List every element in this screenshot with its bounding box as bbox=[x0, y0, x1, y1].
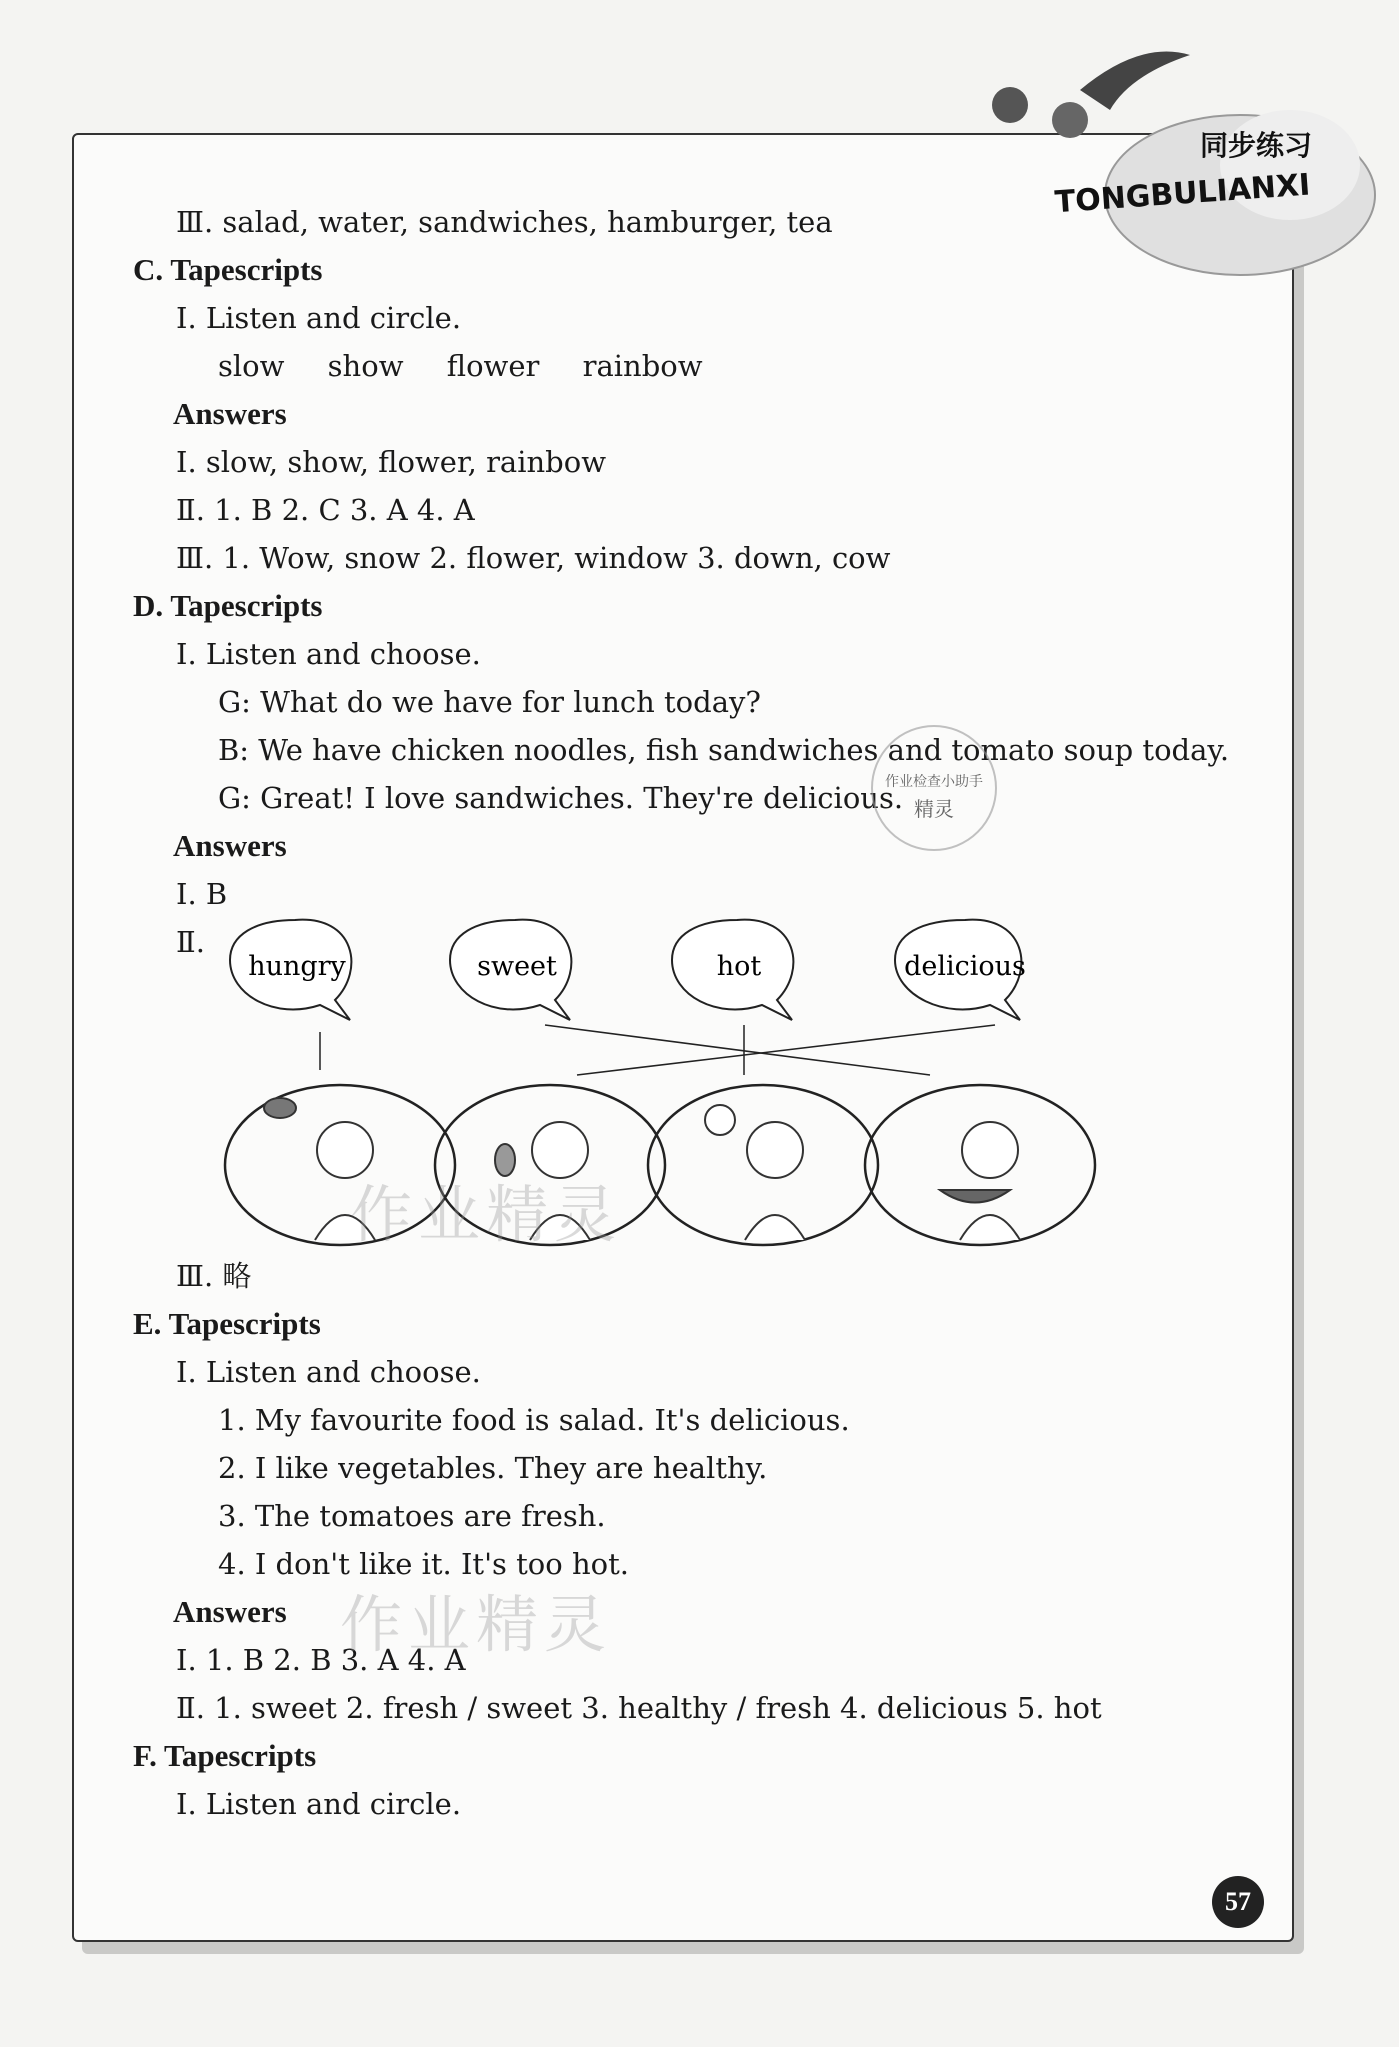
c-answer-1: Ⅰ. slow, show, flower, rainbow bbox=[176, 445, 607, 479]
page-number: 57 bbox=[1212, 1876, 1264, 1928]
d-dialogue-g2: G: Great! I love sandwiches. They're delicious. bbox=[218, 781, 904, 815]
section-e-heading: E. Tapescripts bbox=[133, 1306, 321, 1341]
c-word: slow bbox=[218, 349, 285, 383]
e-sentence-3: 3. The tomatoes are fresh. bbox=[218, 1499, 606, 1533]
e-answer-1: Ⅰ. 1. B 2. B 3. A 4. A bbox=[176, 1643, 466, 1677]
c-word-list bbox=[218, 348, 737, 384]
d-dialogue-b1: B: We have chicken noodles, fish sandwiches and tomato soup today. bbox=[218, 733, 1230, 767]
tongbulianxi-logo bbox=[960, 30, 1380, 290]
c-answer-2: Ⅱ. 1. B 2. C 3. A 4. A bbox=[176, 493, 475, 527]
watermark: 作业精灵 bbox=[340, 1588, 613, 1661]
e-sentence-4: 4. I don't like it. It's too hot. bbox=[218, 1547, 629, 1581]
e-sentence-1: 1. My favourite food is salad. It's delicious. bbox=[218, 1403, 850, 1437]
match-line bbox=[545, 1025, 930, 1075]
e-sentence-2: 2. I like vegetables. They are healthy. bbox=[218, 1451, 768, 1485]
c-instruction: Ⅰ. Listen and circle. bbox=[176, 301, 462, 335]
match-line bbox=[577, 1025, 995, 1075]
d-answer-3: Ⅲ. 略 bbox=[176, 1259, 252, 1293]
stamp-text: 作业检查小助手 bbox=[885, 774, 983, 790]
c-word: flower bbox=[446, 349, 540, 383]
bubble-label: hot bbox=[716, 951, 762, 982]
d-answer-1: Ⅰ. B bbox=[176, 877, 228, 911]
e-answers-heading: Answers bbox=[173, 1594, 287, 1629]
c-word: show bbox=[327, 349, 404, 383]
d-answers-heading: Answers bbox=[173, 828, 287, 863]
c-word: rainbow bbox=[582, 349, 703, 383]
d-answer-2: Ⅱ. bbox=[176, 925, 205, 959]
section-f-heading: F. Tapescripts bbox=[133, 1738, 317, 1773]
f-instruction: Ⅰ. Listen and circle. bbox=[176, 1787, 462, 1821]
c-answer-3: Ⅲ. 1. Wow, snow 2. flower, window 3. down, cow bbox=[176, 541, 891, 575]
e-answer-2: Ⅱ. 1. sweet 2. fresh / sweet 3. healthy / fresh 4. delicious 5. hot bbox=[176, 1691, 1102, 1725]
d-dialogue-g1: G: What do we have for lunch today? bbox=[218, 685, 761, 719]
b-answer-3: Ⅲ. salad, water, sandwiches, hamburger, tea bbox=[176, 205, 833, 239]
bubble-label: hungry bbox=[248, 951, 346, 982]
d-instruction: Ⅰ. Listen and choose. bbox=[176, 637, 481, 671]
logo-en-text: TONGBULIANXI bbox=[1053, 167, 1312, 221]
section-d-heading: D. Tapescripts bbox=[133, 588, 323, 623]
logo-cn-text: 同步练习 bbox=[1200, 129, 1313, 162]
stamp-text: 精灵 bbox=[914, 797, 954, 821]
c-answers-heading: Answers bbox=[173, 396, 287, 431]
bubble-label: delicious bbox=[904, 951, 1026, 982]
section-c-heading: C. Tapescripts bbox=[133, 252, 323, 287]
watermark: 作业精灵 bbox=[350, 1178, 623, 1251]
e-instruction: Ⅰ. Listen and choose. bbox=[176, 1355, 481, 1389]
helper-stamp bbox=[864, 718, 1004, 858]
bubble-label: sweet bbox=[477, 951, 557, 982]
